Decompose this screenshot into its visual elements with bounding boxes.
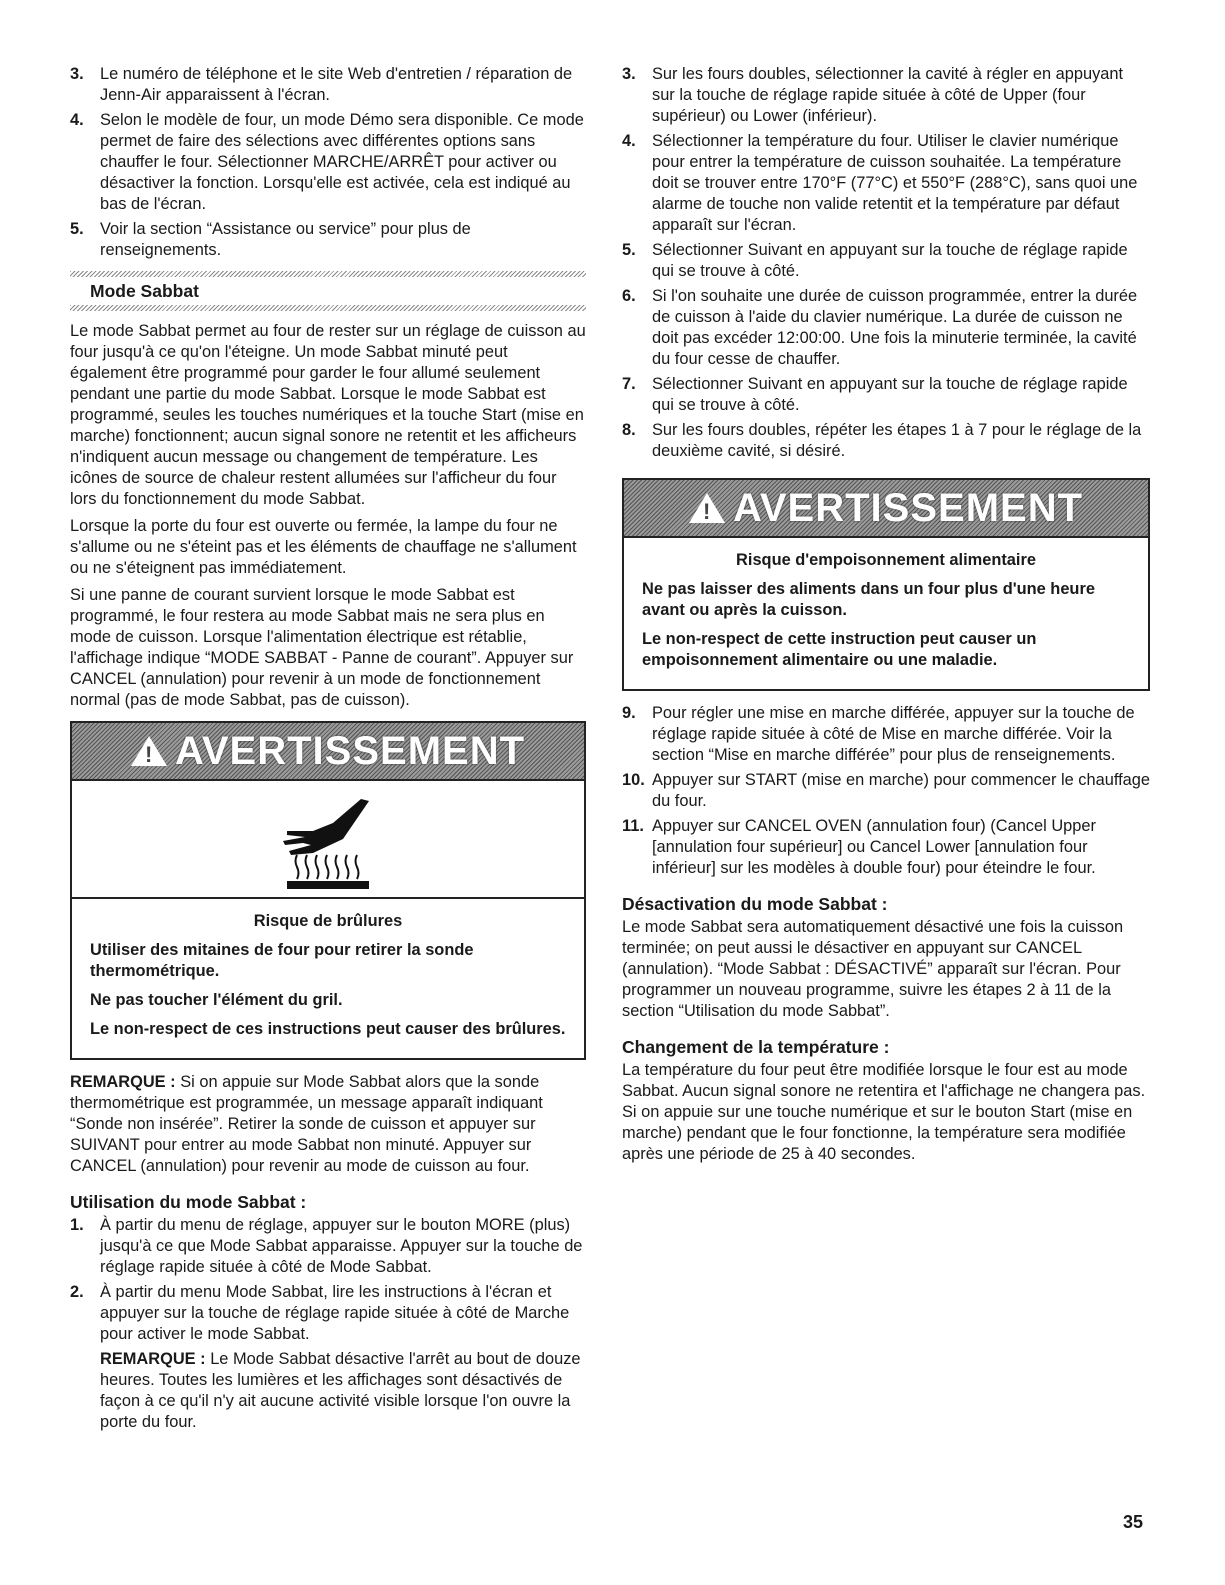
warning-banner-text: AVERTISSEMENT: [174, 728, 526, 773]
list-item: 5. Voir la section “Assistance ou service” pour plus de renseignements.: [70, 220, 471, 259]
warning-banner: [624, 480, 1148, 538]
food-poisoning-warning-box: [622, 478, 1150, 691]
list-item: 7. Sélectionner Suivant en appuyant sur la touche de réglage rapide qui se trouve à côté.: [622, 375, 1128, 414]
probe-note: REMARQUE : Si on appuie sur Mode Sabbat alors que la sonde thermométrique est programmée, un message apparaît indiquant “Sonde non insérée”. Retirer la sonde de cuisson et appuyer sur SUIVANT pour entrer au mode Sabbat non minuté. Appuyer sur CANCEL (annulation) pour revenir au mode de cuisson au four.: [70, 1073, 543, 1175]
list-item: 6. Si l'on souhaite une durée de cuisson programmée, entrer la durée de cuisson à l'aide du clavier numérique. La durée de cuisson ne doit pas excéder 12:00:00. Une fois la minuterie terminée, la cavité du four cesse de chauffer.: [622, 287, 1138, 368]
warning-triangle-icon: [689, 493, 725, 523]
warning-triangle-icon: [131, 736, 167, 766]
list-item: 3. Sur les fours doubles, sélectionner la cavité à régler en appuyant sur la touche de réglage rapide située à côté de Upper (four supérieur) ou Lower (inférieur).: [622, 65, 1124, 125]
list-item: 11. Appuyer sur CANCEL OVEN (annulation four) (Cancel Upper [annulation four supérieur] ou Cancel Lower [annulation four inférieur] sur les modèles à double four) pour éteindre le four.: [622, 817, 1096, 877]
hatch-divider: [70, 305, 586, 311]
paragraph: Lorsque la porte du four est ouverte ou fermée, la lampe du four ne s'allume ou ne s'éteint pas et les éléments de chauffage ne s'allument ou ne s'éteignent pas immédiatement.: [70, 517, 577, 577]
paragraph: Le mode Sabbat permet au four de rester sur un réglage de cuisson au four jusqu'à ce qu'on l'éteigne. Un mode Sabbat minuté peut également être programmé pour garder le four allumé seulement pendant une partie du mode Sabbat. Lorsque le mode Sabbat est programmé, seules les touches numériques et la touche Start (mise en marche) fonctionnent; aucun signal sonore ne retentit et les afficheurs n'indiquent aucun message ou changement de température. Les icônes de source de chaleur restent allumées sur l'afficheur du four lors du fonctionnement du mode Sabbat.: [70, 322, 586, 508]
list-item: 9. Pour régler une mise en marche différée, appuyer sur la touche de réglage rapide située à côté de Mise en marche différée. Voir la section “Mise en marche différée” pour plus de renseignements.: [622, 704, 1135, 764]
burn-warning-box: [70, 721, 586, 1060]
hot-surface-hand-icon: [72, 781, 584, 899]
list-item: 1. À partir du menu de réglage, appuyer sur le bouton MORE (plus) jusqu'à ce que Mode Sabbat apparaisse. Appuyer sur la touche de réglage rapide située à côté de Mode Sabbat.: [70, 1216, 583, 1276]
warning-body: [72, 899, 584, 1058]
warning-line: Le non-respect de cette instruction peut causer un empoisonnement alimentaire ou une maladie.: [642, 630, 1037, 669]
list-item: 2. À partir du menu Mode Sabbat, lire les instructions à l'écran et appuyer sur la touche de réglage rapide située à côté de Marche pour activer le mode Sabbat.: [70, 1283, 570, 1343]
desactivation-heading: Désactivation du mode Sabbat :: [622, 894, 888, 914]
list-item: 4. Sélectionner la température du four. Utiliser le clavier numérique pour entrer la température de cuisson souhaitée. La température doit se trouver entre 170°F (77°C) et 550°F (288°C), sans quoi une alarme de touche non valide retentit et la température par défaut apparaît sur l'écran.: [622, 132, 1138, 234]
sabbat-section-header: [70, 271, 586, 311]
paragraph: Le mode Sabbat sera automatiquement désactivé une fois la cuisson terminée; on peut aussi le désactiver en appuyant sur CANCEL (annulation). “Mode Sabbat : DÉSACTIVÉ” apparaît sur l'écran. Pour programmer un nouveau programme, suivre les étapes 2 à 11 de la section “Utilisation du mode Sabbat”.: [622, 918, 1124, 1020]
warning-banner: [72, 723, 584, 781]
warning-body: [624, 538, 1148, 689]
paragraph: Si une panne de courant survient lorsque le mode Sabbat est programmé, le four restera au mode Sabbat mais ne sera plus en mode de cuisson. Lorsque l'alimentation électrique est rétablie, l'affichage indique “MODE SABBAT - Panne de courant”. Appuyer sur CANCEL (annulation) pour revenir à un mode de fonctionnement normal (pas de mode Sabbat, pas de cuisson).: [70, 586, 574, 709]
list-item: 10. Appuyer sur START (mise en marche) pour commencer le chauffage du four.: [622, 771, 1151, 810]
twelve-hour-note: REMARQUE : Le Mode Sabbat désactive l'arrêt au bout de douze heures. Toutes les lumières et les affichages sont désactivés de façon à ce qu'il n'y ait aucune activité visible lorsque l'on ouvre la porte du four.: [100, 1350, 581, 1431]
right-column: [622, 64, 1150, 1171]
list-item: 3. Le numéro de téléphone et le site Web d'entretien / réparation de Jenn-Air apparaissent à l'écran.: [70, 65, 573, 104]
warning-line: Ne pas laisser des aliments dans un four plus d'une heure avant ou après la cuisson.: [642, 580, 1095, 619]
list-item: 5. Sélectionner Suivant en appuyant sur la touche de réglage rapide qui se trouve à côté.: [622, 241, 1128, 280]
warning-banner-text: AVERTISSEMENT: [732, 485, 1084, 530]
utilisation-heading: Utilisation du mode Sabbat :: [70, 1192, 307, 1212]
changement-heading: Changement de la température :: [622, 1037, 890, 1057]
warning-risk-title: Risque d'empoisonnement alimentaire: [736, 551, 1036, 569]
list-item: 8. Sur les fours doubles, répéter les étapes 1 à 7 pour le réglage de la deuxième cavité, si désiré.: [622, 421, 1142, 460]
sabbat-title: Mode Sabbat: [90, 281, 199, 301]
warning-line: Ne pas toucher l'élément du gril.: [90, 991, 343, 1009]
page-number: 35: [1122, 1512, 1143, 1532]
intro-list: [70, 64, 586, 261]
left-column: [70, 64, 586, 1437]
warning-risk-title: Risque de brûlures: [253, 912, 403, 930]
list-item: 4. Selon le modèle de four, un mode Démo sera disponible. Ce mode permet de faire des sélections avec différentes options sans chauffer le four. Sélectionner MARCHE/ARRÊT pour activer ou désactiver la fonction. Lorsqu'elle est activée, cela est indiqué au bas de l'écran.: [70, 111, 584, 213]
warning-line: Le non-respect de ces instructions peut causer des brûlures.: [90, 1020, 566, 1038]
warning-line: Utiliser des mitaines de four pour retirer la sonde thermométrique.: [90, 941, 474, 980]
paragraph: La température du four peut être modifiée lorsque le four est au mode Sabbat. Aucun signal sonore ne retentira et l'affichage ne changera pas. Si on appuie sur une touche numérique et sur le bouton Start (mise en marche) pendant que le four fonctionne, la température sera modifiée après une période de 25 à 40 secondes.: [622, 1061, 1146, 1163]
